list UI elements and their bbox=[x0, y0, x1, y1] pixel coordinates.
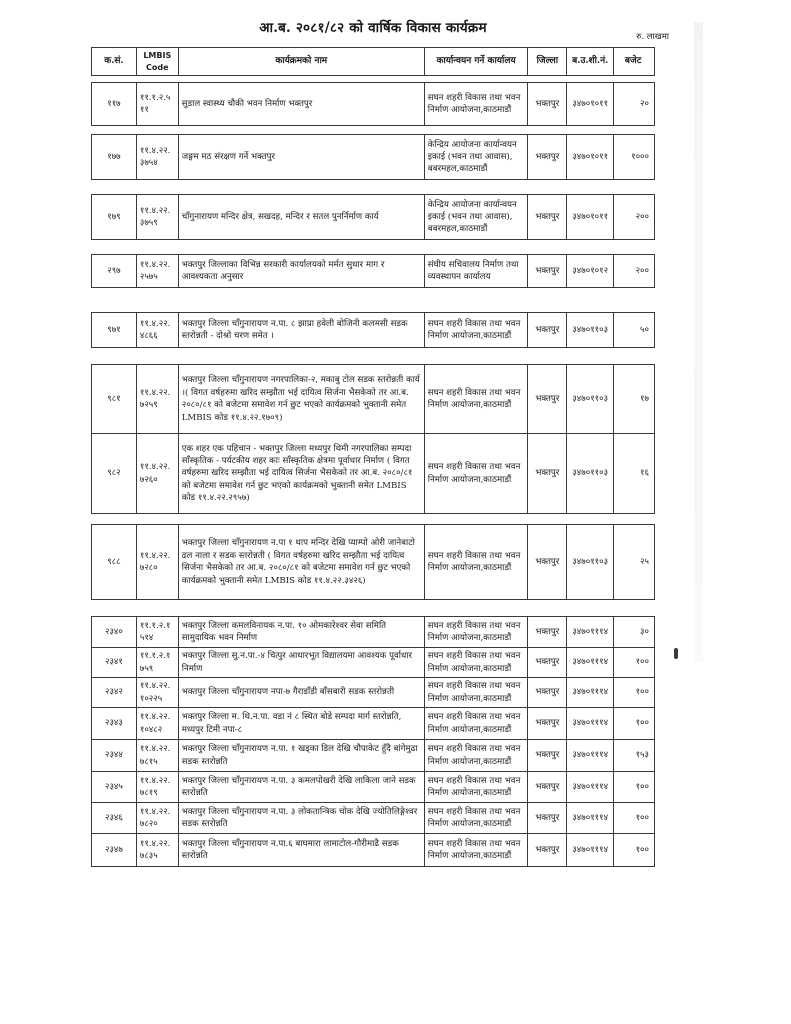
lmbis-code: ११.४.२२.७८३५ bbox=[136, 834, 178, 866]
district: भक्तपुर bbox=[527, 135, 566, 179]
program-name: भक्तपुर जिल्ला चाँगुनारायण न.पा. १ खड्का डिल देखि चौपाकेट हुँदै बांगेमुढा सडक स्तरोन्नति bbox=[178, 740, 424, 771]
budget-amount: १०० bbox=[613, 678, 654, 707]
table-row bbox=[92, 433, 654, 513]
serial-number: २३४४ bbox=[104, 750, 123, 761]
budget-head-number: ३४७०१०१२ bbox=[566, 255, 613, 287]
budget-head-number: ३४७०१०११ bbox=[566, 83, 613, 125]
table-row bbox=[92, 617, 654, 647]
budget-head-number: ३४७०१११४ bbox=[566, 740, 613, 771]
budget-amount: ३० bbox=[613, 617, 654, 647]
lmbis-code: ११.४.२२.७२५९ bbox=[136, 365, 178, 433]
table-row bbox=[92, 707, 654, 739]
serial-number: २३४१ bbox=[104, 657, 123, 668]
district: भक्तपुर bbox=[527, 772, 566, 802]
budget-amount: १००० bbox=[613, 135, 654, 179]
budget-amount: १०० bbox=[613, 803, 654, 833]
table-header bbox=[91, 47, 655, 76]
budget-head-number: ३४७०१०११ bbox=[566, 135, 613, 179]
serial-number: २३४६ bbox=[104, 812, 123, 823]
table-row bbox=[92, 739, 654, 771]
implementing-office: केन्द्रिय आयोजना कार्यान्वयन इकाई (भवन तथा आवास), बबरमहल,काठमाडौं bbox=[424, 135, 528, 179]
currency-unit-note: रु. लाखमा bbox=[636, 32, 669, 42]
program-name: भक्तपुर जिल्ला चाँगुनारायण न.पा. ३ लोकतान्त्रिक चोक देखि ज्योतिलिङ्गेश्वर सडक स्तरोन्नति bbox=[178, 803, 424, 833]
serial-number: २३४७ bbox=[104, 844, 123, 855]
budget-head-number: ३४७०१११४ bbox=[566, 772, 613, 802]
program-name: भक्तपुर जिल्ला चाँगुनारायण न.पा. ३ कमलपोखरी देखि लाकिला जाने सडक स्तरोन्नति bbox=[178, 772, 424, 802]
budget-amount: २५ bbox=[613, 525, 654, 599]
budget-amount: १७ bbox=[613, 365, 654, 433]
implementing-office: सघन शहरी विकास तथा भवन निर्माण आयोजना,काठमाडौं bbox=[424, 740, 528, 771]
implementing-office: सघन शहरी विकास तथा भवन निर्माण आयोजना,काठमाडौं bbox=[424, 83, 528, 125]
row-group bbox=[91, 312, 655, 348]
implementing-office: सघन शहरी विकास तथा भवन निर्माण आयोजना,काठमाडौं bbox=[424, 365, 528, 433]
table-row bbox=[92, 525, 654, 599]
budget-amount: ५० bbox=[613, 313, 654, 347]
lmbis-code: ११.४.२२.७२६० bbox=[136, 434, 178, 513]
program-name: चाँगुनारायण मन्दिर क्षेत्र, सखदह, मन्दिर र सतल पुनर्निर्माण कार्य bbox=[178, 195, 424, 239]
program-name: सुडाल स्वास्थ्य चौकी भवन निर्माण भक्तपुर bbox=[178, 83, 424, 125]
district: भक्तपुर bbox=[527, 617, 566, 647]
serial-number: ९८१ bbox=[107, 393, 121, 404]
table-row bbox=[92, 313, 654, 347]
lmbis-code: ११.४.२२.४८६६ bbox=[136, 313, 178, 347]
row-group bbox=[91, 194, 655, 240]
budget-head-number: ३४७०१११४ bbox=[566, 834, 613, 866]
table-row bbox=[92, 833, 654, 866]
implementing-office: सघन शहरी विकास तथा भवन निर्माण आयोजना,काठमाडौं bbox=[424, 803, 528, 833]
header-serial-number: क.सं. bbox=[104, 56, 124, 67]
table-row bbox=[92, 365, 654, 433]
budget-head-number: ३४७०१११४ bbox=[566, 617, 613, 647]
budget-head-number: ३४७०११०३ bbox=[566, 525, 613, 599]
serial-number: ११७ bbox=[107, 98, 121, 109]
district: भक्तपुर bbox=[527, 803, 566, 833]
budget-amount: १०० bbox=[613, 648, 654, 677]
program-name: भक्तपुर जिल्ला सु.न.पा.-४ चित्पुर आधारभूत विद्यालयमा आवश्यक पूर्वाधार निर्माण bbox=[178, 648, 424, 677]
header-program-name: कार्यक्रमको नाम bbox=[178, 48, 424, 75]
budget-amount: १५३ bbox=[613, 740, 654, 771]
table-row bbox=[92, 135, 654, 179]
implementing-office: सघन शहरी विकास तथा भवन निर्माण आयोजना,काठमाडौं bbox=[424, 525, 528, 599]
title-row bbox=[91, 18, 669, 45]
program-name: भक्तपुर जिल्ला चाँगुनारायण न.पा. ८ झाप्रा हवेली बोजिनी कलमसी सडक स्तरोन्नती - दोश्रो चरण समेत । bbox=[178, 313, 424, 347]
serial-number: २३४५ bbox=[104, 781, 123, 792]
scan-speck-mark bbox=[674, 648, 678, 659]
lmbis-code: ११.४.२२.३७५९ bbox=[136, 195, 178, 239]
program-name: भक्तपुर जिल्ला चाँगुनारायण नपा-७ गैराडाँडी बाँसबारी सडक स्तरोन्नती bbox=[178, 678, 424, 707]
serial-number: ९७१ bbox=[107, 324, 121, 335]
district: भक्तपुर bbox=[527, 525, 566, 599]
budget-head-number: ३४७०१११४ bbox=[566, 648, 613, 677]
serial-number: २९७ bbox=[107, 265, 121, 276]
lmbis-code: ११.४.२२.७८२० bbox=[136, 803, 178, 833]
implementing-office: सघन शहरी विकास तथा भवन निर्माण आयोजना,काठमाडौं bbox=[424, 313, 528, 347]
budget-head-number: ३४७०१११४ bbox=[566, 708, 613, 739]
row-group bbox=[91, 616, 655, 867]
budget-head-number: ३४७०१११४ bbox=[566, 678, 613, 707]
district: भक्तपुर bbox=[527, 195, 566, 239]
district: भक्तपुर bbox=[527, 434, 566, 513]
lmbis-code: ११.४.२२.२५७५ bbox=[136, 255, 178, 287]
table-row bbox=[92, 677, 654, 707]
serial-number: १७९ bbox=[107, 211, 121, 222]
header-district: जिल्ला bbox=[527, 48, 566, 75]
budget-head-number: ३४७०११०३ bbox=[566, 434, 613, 513]
table-row bbox=[92, 195, 654, 239]
implementing-office: सघन शहरी विकास तथा भवन निर्माण आयोजना,काठमाडौं bbox=[424, 772, 528, 802]
implementing-office: केन्द्रिय आयोजना कार्यान्वयन इकाई (भवन तथा आवास), बबरमहल,काठमाडौं bbox=[424, 195, 528, 239]
district: भक्तपुर bbox=[527, 255, 566, 287]
program-name: भक्तपुर जिल्ला चाँगुनारायण नगरपालिका-२, मकाबु टोल सडक स्तरोन्नती कार्य ।( विगत वर्षहरुमा खरिद सम्झौता भई दायित्व सिर्जना भैसकेको तर आ.ब. २०८०/८१ को बजेटमा समावेश गर्न छुट भएको कार्यक्रमको भुक्तानी समेत LMBIS कोड ११.४.२२.१७०९) bbox=[178, 365, 424, 433]
implementing-office: सघन शहरी विकास तथा भवन निर्माण आयोजना,काठमाडौं bbox=[424, 678, 528, 707]
serial-number: २३४२ bbox=[104, 687, 123, 698]
program-name: भक्तपुर जिल्ला चाँगुनारायण न.पा १ थाप मन्दिर देखि प्याम्पो ओरी जानेबाटो ढल नाला र सडक स्तरोन्नती ( विगत वर्षहरुमा खरिद सम्झौता भई दायित्व सिर्जना भैसकेको तर आ.ब. २०८०/८१ को बजेटमा समावेश गर्न छुट भएको कार्यक्रमको भुक्तानी समेत LMBIS कोड ११.४.२२.३४२६) bbox=[178, 525, 424, 599]
row-group bbox=[91, 364, 655, 514]
table-row bbox=[92, 802, 654, 833]
district: भक्तपुर bbox=[527, 648, 566, 677]
budget-head-number: ३४७०११०३ bbox=[566, 313, 613, 347]
budget-amount: १०० bbox=[613, 834, 654, 866]
table-row bbox=[92, 83, 654, 125]
page-title: आ.ब. २०८१/८२ को वार्षिक विकास कार्यक्रम bbox=[259, 20, 487, 36]
row-group bbox=[91, 134, 655, 180]
budget-head-number: ३४७०१११४ bbox=[566, 803, 613, 833]
serial-number: १७७ bbox=[107, 151, 121, 162]
serial-number: ९८८ bbox=[107, 556, 121, 567]
district: भक्तपुर bbox=[527, 708, 566, 739]
budget-amount: २०० bbox=[613, 255, 654, 287]
scan-edge-shadow bbox=[694, 22, 703, 662]
budget-amount: १०० bbox=[613, 708, 654, 739]
budget-amount: १०० bbox=[613, 772, 654, 802]
program-name: एक शहर एक पहिचान - भक्तपुर जिल्ला मध्यपुर थिमी नगरपालिका सम्पदा साँस्कृतिक - पर्यटकीय शहर काः साँस्कृतिक क्षेत्रमा पूर्वाधार निर्माण ( विगत वर्षहरुमा खरिद सम्झौता भई दायित्व सिर्जना भैसकेको तर आ.ब. २०८०/८१ को बजेटमा समावेश गर्न छुट भएको कार्यक्रमको भुक्तानी समेत LMBIS कोड ११.४.२२.२९५७) bbox=[178, 434, 424, 513]
table-row bbox=[92, 255, 654, 287]
serial-number: २३४० bbox=[104, 626, 123, 637]
budget-head-number: ३४७०१०११ bbox=[566, 195, 613, 239]
lmbis-code: ११.४.२२.७८१९ bbox=[136, 772, 178, 802]
program-name: भक्तपुर जिल्ला चाँगुनारायण न.पा.६ बाघमारा लामाटोल-गौरीमाढै सडक स्तरोन्नति bbox=[178, 834, 424, 866]
implementing-office: सघन शहरी विकास तथा भवन निर्माण आयोजना,काठमाडौं bbox=[424, 834, 528, 866]
lmbis-code: ११.४.२२.१०२२५ bbox=[136, 678, 178, 707]
table-row bbox=[92, 771, 654, 802]
implementing-office: सघन शहरी विकास तथा भवन निर्माण आयोजना,काठमाडौं bbox=[424, 708, 528, 739]
district: भक्तपुर bbox=[527, 313, 566, 347]
lmbis-code: ११.४.२२.७८१५ bbox=[136, 740, 178, 771]
district: भक्तपुर bbox=[527, 740, 566, 771]
row-group bbox=[91, 82, 655, 126]
implementing-office: सघन शहरी विकास तथा भवन निर्माण आयोजना,काठमाडौं bbox=[424, 617, 528, 647]
program-name: भक्तपुर जिल्ला कमलविनायक न.पा. १० ओमकारेश्वर सेवा समिति सामुदायिक भवन निर्माण bbox=[178, 617, 424, 647]
header-implementing-office: कार्यान्वयन गर्ने कार्यालय bbox=[424, 48, 528, 75]
implementing-office: सघन शहरी विकास तथा भवन निर्माण आयोजना,काठमाडौं bbox=[424, 434, 528, 513]
budget-amount: १६ bbox=[613, 434, 654, 513]
serial-number: २३४३ bbox=[104, 718, 123, 729]
serial-number: ९८२ bbox=[107, 468, 121, 479]
annual-program-document bbox=[91, 18, 669, 867]
row-group bbox=[91, 524, 655, 600]
header-row bbox=[92, 48, 654, 75]
table-row bbox=[92, 647, 654, 677]
program-name: भक्तपुर जिल्ला म. थि.न.पा. वडा नं ८ स्थित बोडे सम्पदा मार्ग स्तरोन्नति, मध्यपुर टिमी नपा-८ bbox=[178, 708, 424, 739]
header-budget-head: ब.उ.शी.नं. bbox=[566, 48, 613, 75]
implementing-office: संघीय सचिवालय निर्माण तथा व्यवस्थापन कार्यालय bbox=[424, 255, 528, 287]
lmbis-code: ११.१.२.१७५९ bbox=[136, 648, 178, 677]
header-lmbis-code: LMBIS Code bbox=[136, 48, 178, 75]
implementing-office: सघन शहरी विकास तथा भवन निर्माण आयोजना,काठमाडौं bbox=[424, 648, 528, 677]
district: भक्तपुर bbox=[527, 678, 566, 707]
district: भक्तपुर bbox=[527, 365, 566, 433]
district: भक्तपुर bbox=[527, 83, 566, 125]
lmbis-code: ११.४.२२.७२८० bbox=[136, 525, 178, 599]
lmbis-code: ११.४.२२.१०४८२ bbox=[136, 708, 178, 739]
program-name: जङ्गम मठ संरक्षण गर्ने भक्तपुर bbox=[178, 135, 424, 179]
row-group bbox=[91, 254, 655, 288]
budget-head-number: ३४७०११०३ bbox=[566, 365, 613, 433]
lmbis-code: ११.१.२.१५१४ bbox=[136, 617, 178, 647]
lmbis-code: ११.१.२.५११ bbox=[136, 83, 178, 125]
district: भक्तपुर bbox=[527, 834, 566, 866]
program-name: भक्तपुर जिल्लाका विभिन्न सरकारी कार्यालयको मर्मत सुधार माग र आवश्यकता अनुसार bbox=[178, 255, 424, 287]
lmbis-code: ११.४.२२.३७५४ bbox=[136, 135, 178, 179]
header-budget: बजेट bbox=[613, 48, 654, 75]
budget-amount: २० bbox=[613, 83, 654, 125]
budget-amount: २०० bbox=[613, 195, 654, 239]
